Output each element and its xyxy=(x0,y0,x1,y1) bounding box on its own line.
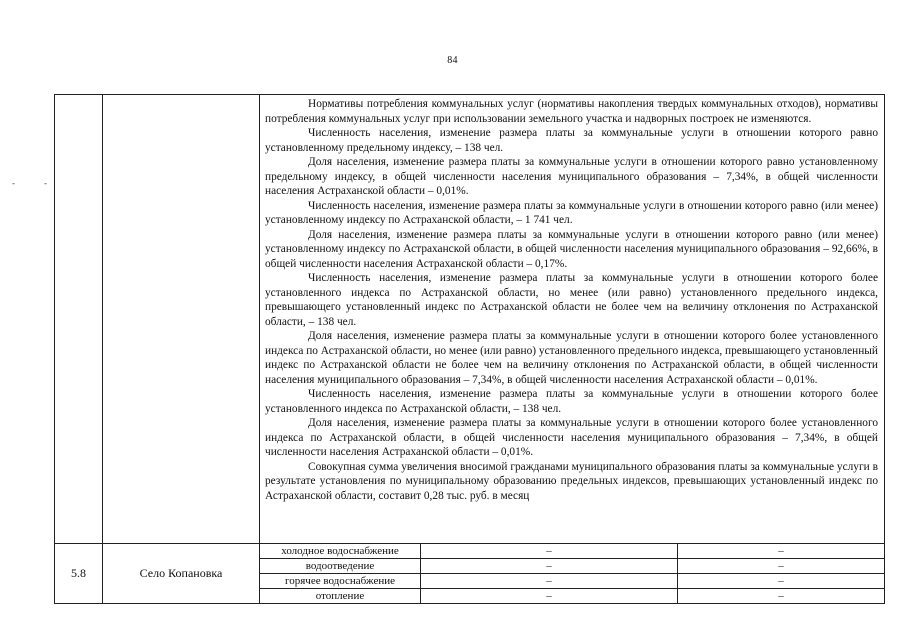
table-row-continuation xyxy=(55,95,885,544)
service-value: – xyxy=(421,544,678,559)
paragraph: Доля населения, изменение размера платы за коммунальные услуги в отношении которого более установленного индекса по Астраханской области, в общей численности населения муниципального образования – 7,34%, в общей численности населения Астраханской области – 0,01%. xyxy=(265,417,878,458)
paragraph: Численность населения, изменение размера платы за коммунальные услуги в отношении которого более установленного индекса по Астраханской области, но менее (или равно) установленного предельного индекса, превышающего установленный индекс по Астраханской области не более чем на величину отклонения по Астраханской области, – 138 чел. xyxy=(265,272,878,328)
page-number: 84 xyxy=(447,55,458,66)
service-value: – xyxy=(678,574,885,589)
paragraph: Численность населения, изменение размера платы за коммунальные услуги в отношении которого более установленного индекса по Астраханской области, – 138 чел. xyxy=(265,388,878,415)
service-value: – xyxy=(678,544,885,559)
paragraph: Нормативы потребления коммунальных услуг (нормативы накопления твердых коммунальных отходов), нормативы потребления коммунальных услуг при использовании земельного участка и надворных построек не изменяются. xyxy=(265,98,878,125)
paragraph: Доля населения, изменение размера платы за коммунальные услуги в отношении которого равно установленному предельному индексу, в общей численности населения муниципального образования – 7,34%, в общей численности населения Астраханской области – 0,01%. xyxy=(265,156,878,197)
paragraph: Численность населения, изменение размера платы за коммунальные услуги в отношении которого равно установленному предельному индексу, – 138 чел. xyxy=(265,127,878,154)
settlement-cell xyxy=(103,95,260,544)
service-row xyxy=(260,589,884,604)
services-table xyxy=(260,544,884,603)
table-row-5-8 xyxy=(55,544,885,604)
margin-mark: - xyxy=(44,178,47,188)
indices-table xyxy=(54,94,885,604)
service-value: – xyxy=(678,559,885,574)
service-value: – xyxy=(421,589,678,604)
row-number-cell xyxy=(55,95,103,544)
services-cell xyxy=(260,544,885,604)
paragraph: Совокупная сумма увеличения вносимой гражданами муниципального образования платы за коммунальные услуги в результате установления по муниципальному образованию предельных индексов, превышающих установленный индекс по Астраханской области, составит 0,28 тыс. руб. в месяц xyxy=(265,460,878,502)
service-value: – xyxy=(421,574,678,589)
description-cell xyxy=(260,95,885,544)
paragraph: Доля населения, изменение размера платы за коммунальные услуги в отношении которого равно (или менее) установленному индексу по Астраханской области, в общей численности населения муниципального образования – 92,66%, в общей численности населения Астраханской области – 0,17%. xyxy=(265,228,878,270)
paragraph: Численность населения, изменение размера платы за коммунальные услуги в отношении которого равно (или менее) установленному индексу по Астраханской области, – 1 741 чел. xyxy=(265,199,878,226)
service-value: – xyxy=(421,559,678,574)
service-row xyxy=(260,544,884,559)
margin-mark: - xyxy=(12,178,15,188)
paragraph: Доля населения, изменение размера платы за коммунальные услуги в отношении которого более установленного индекса по Астраханской области, но менее (или равно) установленного предельного индекса, превышающего установленный индекс по Астраханской области не более чем на величину отклонения по Астраханской области, в общей численности населения муниципального образования – 7,34%, в общей численности населения Астраханской области – 0,01%. xyxy=(265,330,878,386)
service-label: горячее водоснабжение xyxy=(260,574,421,589)
service-label: водоотведение xyxy=(260,559,421,574)
service-value: – xyxy=(778,590,784,602)
service-label: холодное водоснабжение xyxy=(260,544,421,559)
row-number: 5.8 xyxy=(55,544,103,604)
settlement-name: Село Копановка xyxy=(103,544,260,604)
service-row xyxy=(260,559,884,574)
service-label: отопление xyxy=(260,589,421,604)
service-row xyxy=(260,574,884,589)
